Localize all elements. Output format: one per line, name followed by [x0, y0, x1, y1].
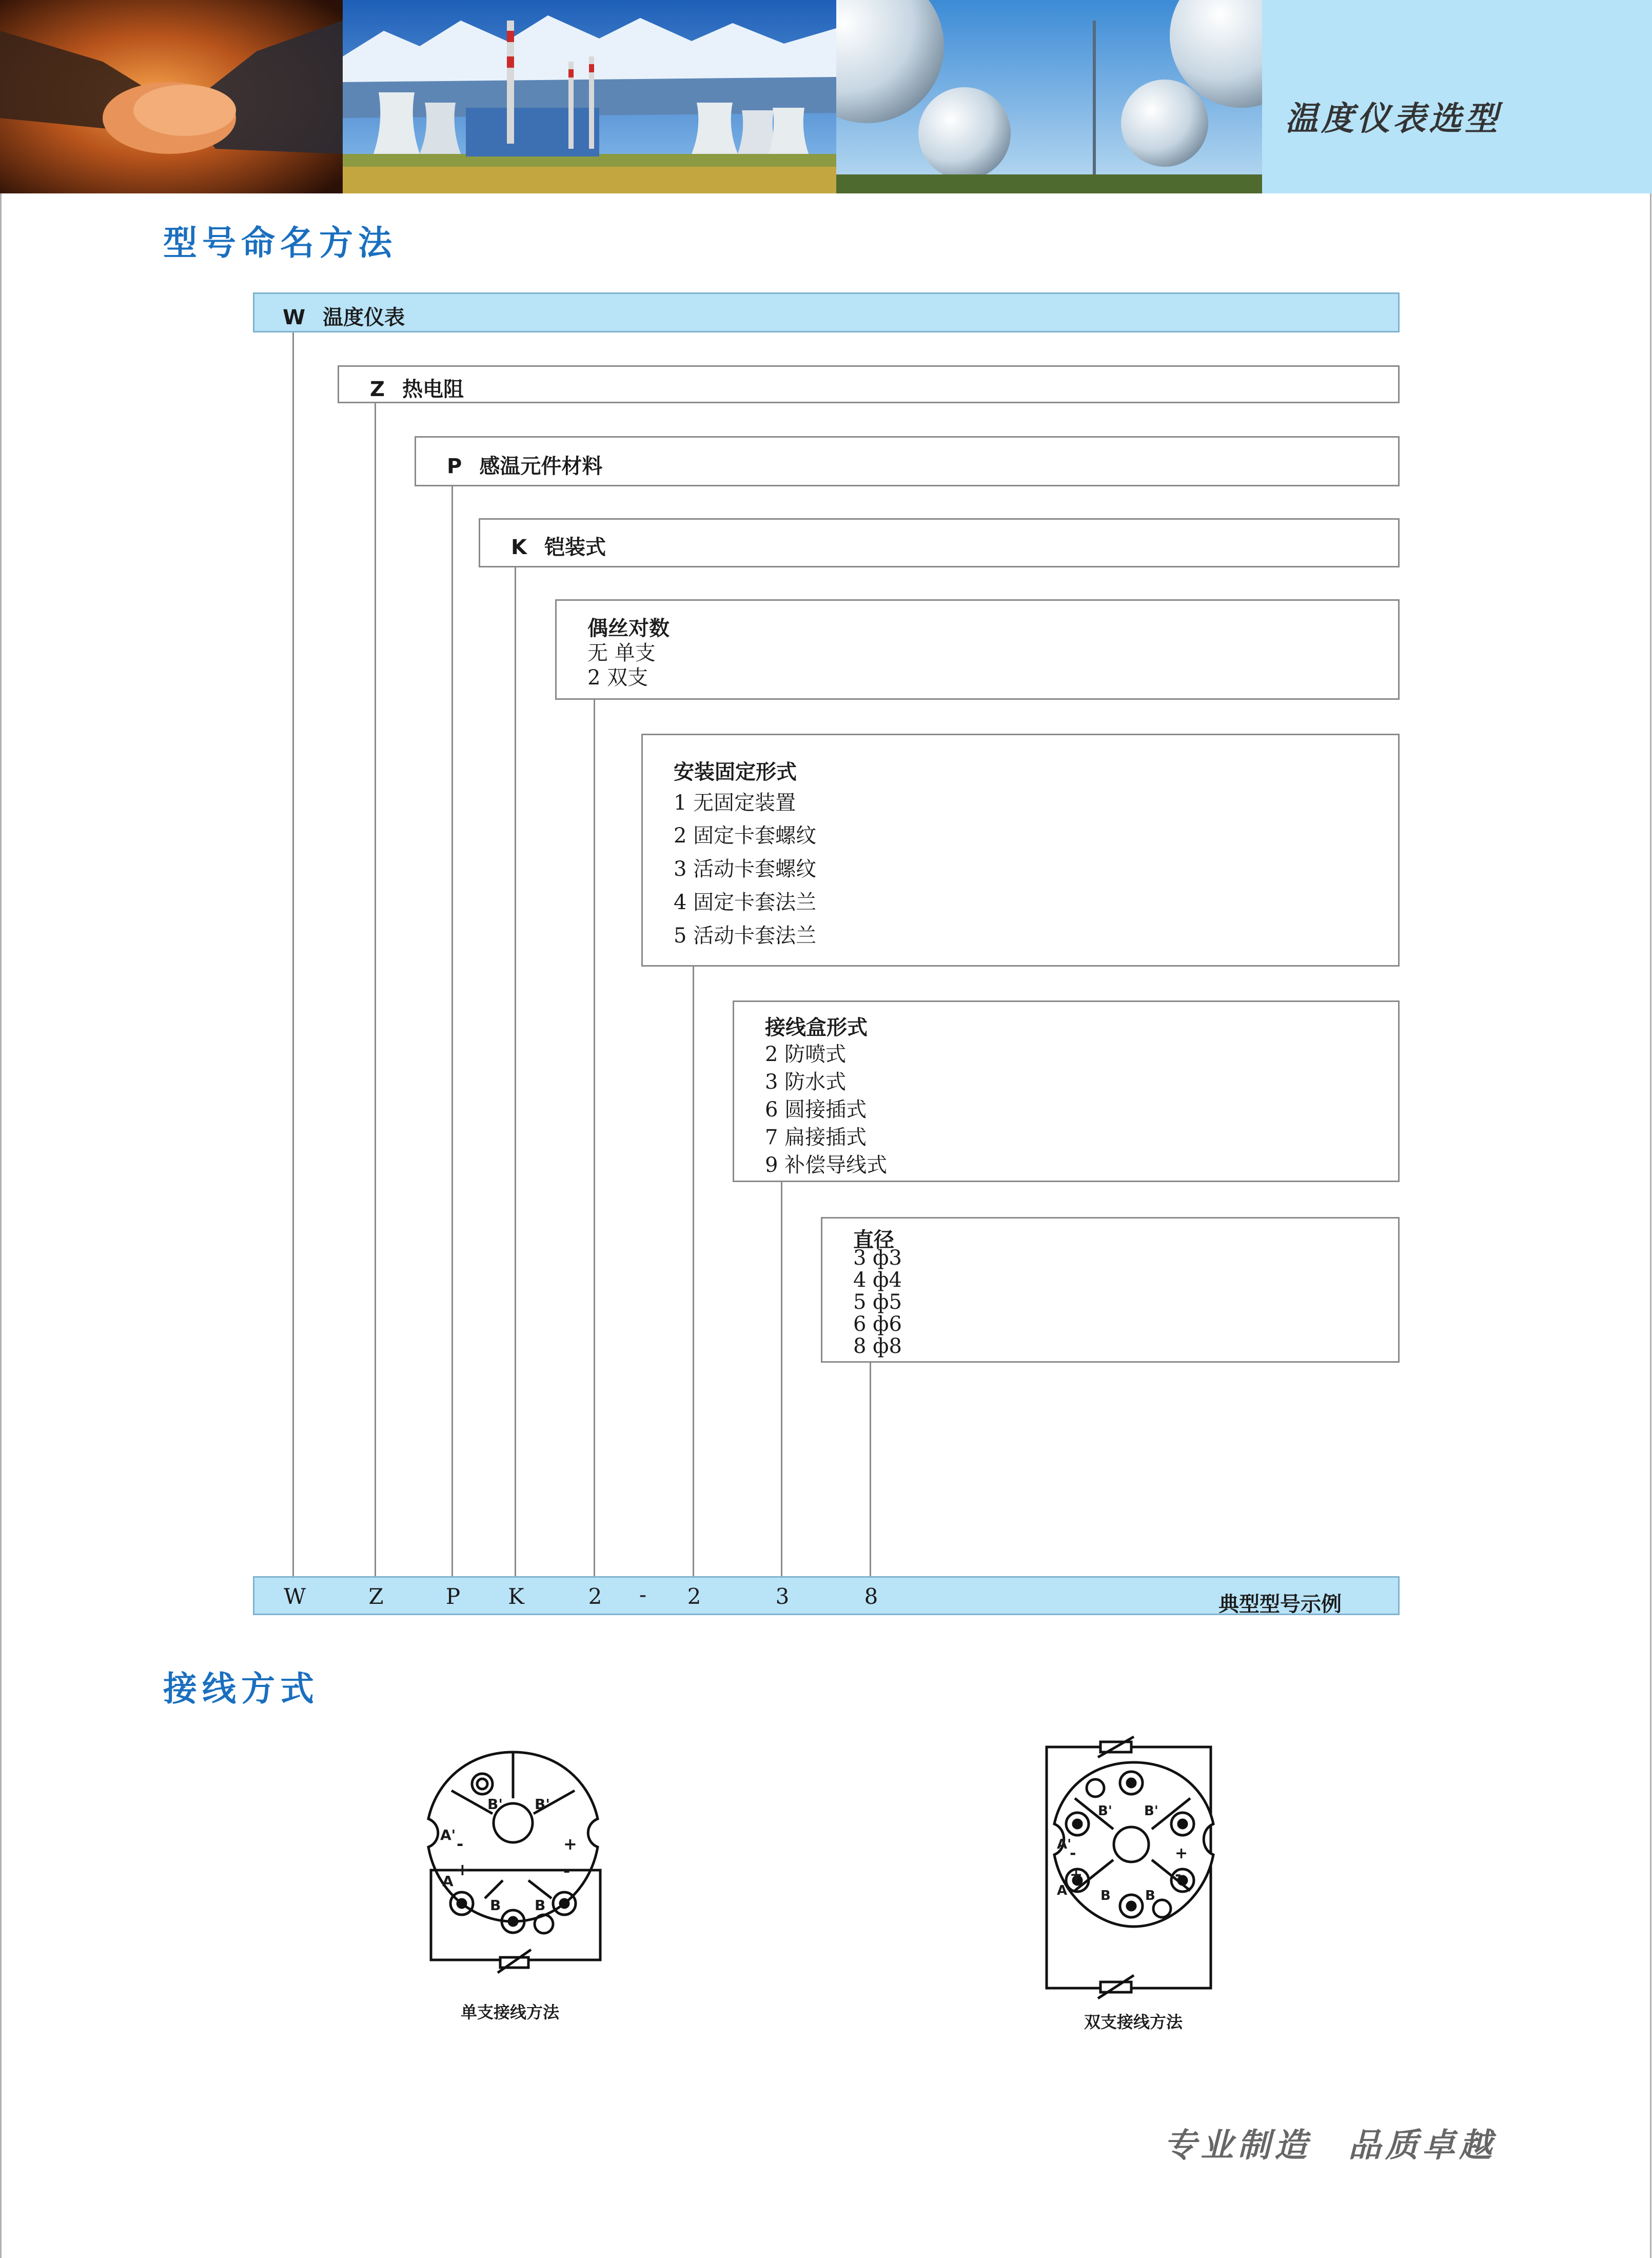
pairs-option: 无 单支: [587, 641, 656, 665]
terminal-label: +: [1070, 1866, 1083, 1884]
terminal-label: -: [1070, 1844, 1076, 1862]
tree-box-mounting: [641, 734, 1400, 967]
terminal-label: B': [1098, 1803, 1112, 1819]
label-w: 温度仪表: [323, 306, 405, 329]
mounting-option: 5 活动卡套法兰: [674, 924, 817, 948]
junction-option: 6 圆接插式: [765, 1098, 867, 1122]
tree-box-p: [415, 436, 1400, 486]
handshake-photo: [0, 0, 343, 193]
junction-option: 3 防水式: [765, 1070, 847, 1094]
example-code: 2: [588, 1584, 602, 1609]
junction-option: 2 防喷式: [765, 1043, 847, 1066]
section-title-naming: 型号命名方法: [163, 223, 397, 263]
mounting-title: 安装固定形式: [674, 760, 797, 784]
page-border-left: [0, 193, 2, 2258]
code-z: Z: [370, 378, 385, 401]
example-code: K: [508, 1584, 524, 1609]
diameter-option: 4 ф4: [853, 1268, 902, 1292]
example-code: P: [445, 1584, 461, 1609]
storage-tanks-photo: [836, 0, 1262, 193]
terminal-label: +: [563, 1834, 577, 1854]
terminal-label: B': [487, 1796, 503, 1813]
label-p: 感温元件材料: [479, 455, 603, 478]
terminal-label: B: [1100, 1888, 1111, 1903]
tree-box-junction: [733, 1000, 1400, 1182]
single-wiring-caption: 单支接线方法: [461, 2002, 560, 2022]
terminal-label: -: [457, 1834, 464, 1854]
mounting-option: 2 固定卡套螺纹: [674, 824, 817, 848]
tree-box-z: [338, 365, 1400, 403]
example-code: Z: [368, 1584, 384, 1609]
example-label: 典型型号示例: [1218, 1593, 1342, 1616]
diameter-option: 8 ф8: [853, 1334, 902, 1358]
terminal-label: A: [1057, 1883, 1068, 1898]
example-code: 3: [775, 1584, 790, 1609]
terminal-label: B: [490, 1897, 501, 1914]
double-wiring-diagram: [1026, 1732, 1242, 2009]
terminal-label: A': [1057, 1837, 1072, 1852]
tree-box-w: [253, 292, 1400, 332]
example-code: W: [284, 1584, 306, 1609]
double-wiring-caption: 双支接线方法: [1084, 2012, 1183, 2032]
tree-box-diameter: [821, 1217, 1400, 1363]
footer-slogan: 专业制造 品质卓越: [1164, 2127, 1496, 2165]
label-z: 热电阻: [402, 378, 464, 401]
connector-z: [375, 401, 376, 1577]
label-k: 铠装式: [544, 536, 606, 559]
junction-option: 7 扁接插式: [765, 1126, 867, 1149]
code-p: P: [447, 455, 462, 478]
terminal-label: B: [535, 1897, 546, 1914]
mounting-option: 3 活动卡套螺纹: [674, 857, 817, 881]
terminal-label: B': [535, 1796, 550, 1813]
terminal-label: A': [440, 1827, 456, 1843]
tree-box-k: [479, 518, 1400, 567]
diameter-title: 直径: [853, 1228, 894, 1252]
junction-option: 9 补偿导线式: [765, 1153, 888, 1177]
terminal-label: B: [1145, 1888, 1155, 1903]
tree-box-pairs: [555, 599, 1400, 700]
power-plant-photo: [343, 0, 836, 193]
terminal-label: -: [1175, 1866, 1182, 1884]
header-banner: [0, 0, 1652, 193]
terminal-label: B': [1144, 1803, 1158, 1819]
terminal-label: A: [442, 1873, 454, 1890]
pairs-option: 2 双支: [587, 666, 648, 690]
page-border-right: [1650, 193, 1651, 2258]
terminal-label: +: [456, 1860, 469, 1879]
terminal-label: -: [563, 1861, 571, 1880]
example-separator: -: [639, 1582, 647, 1607]
diameter-option: 5 ф5: [853, 1290, 902, 1314]
code-w: W: [283, 306, 306, 329]
junction-title: 接线盒形式: [765, 1016, 868, 1039]
connector-mounting: [693, 966, 694, 1577]
example-bar: [253, 1576, 1400, 1615]
connector-diameter: [870, 1362, 871, 1577]
connector-p: [451, 485, 453, 1577]
connector-w: [292, 293, 294, 1577]
section-title-wiring: 接线方式: [163, 1669, 319, 1709]
single-wiring-diagram: [400, 1742, 636, 2009]
terminal-label: +: [1175, 1844, 1188, 1862]
header-title: 温度仪表选型: [1285, 100, 1501, 138]
example-code: 8: [864, 1584, 878, 1609]
connector-pairs: [594, 699, 595, 1577]
connector-junction: [781, 1181, 782, 1577]
example-code: 2: [687, 1584, 701, 1609]
mounting-option: 4 固定卡套法兰: [674, 891, 817, 914]
connector-k: [515, 566, 516, 1577]
diameter-option: 6 ф6: [853, 1312, 902, 1336]
diameter-option: 3 ф3: [853, 1246, 902, 1270]
pairs-title: 偶丝对数: [587, 617, 670, 640]
mounting-option: 1 无固定装置: [674, 791, 796, 815]
code-k: K: [511, 536, 527, 559]
